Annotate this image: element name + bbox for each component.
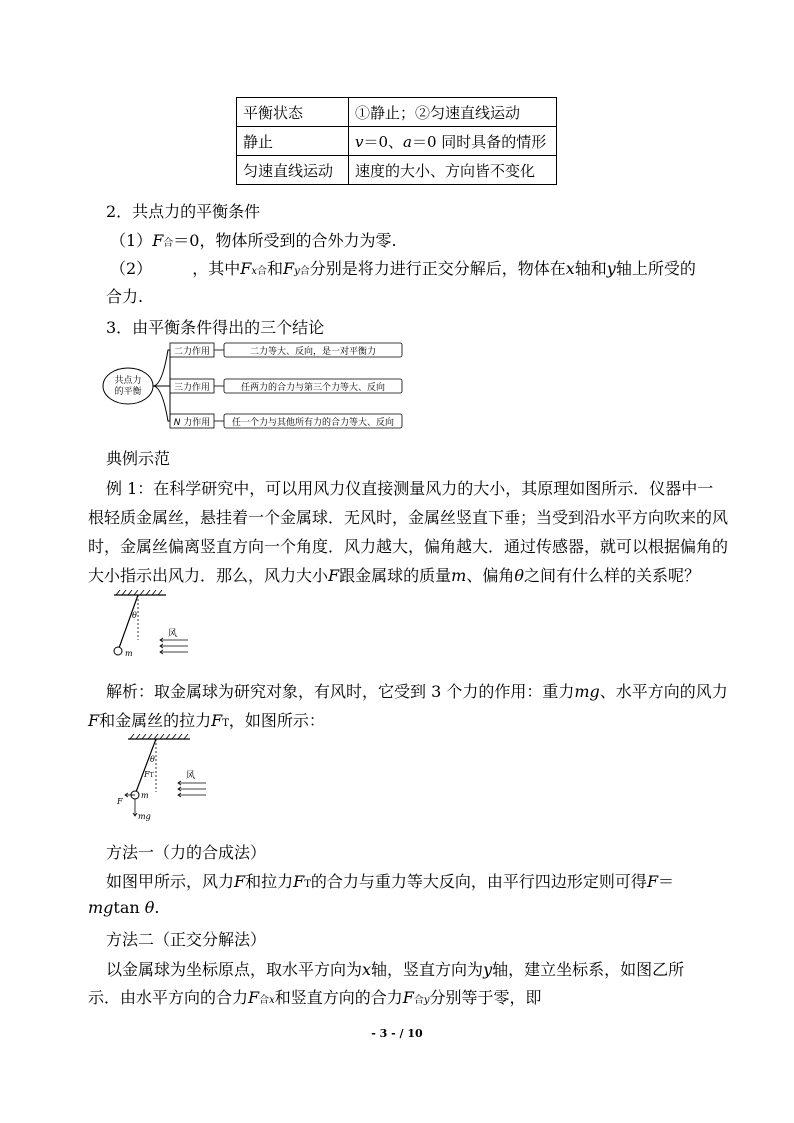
wind-arrows — [178, 781, 206, 797]
force-symbol: F — [248, 988, 260, 1007]
gravity-symbol: mg — [88, 898, 114, 917]
axis-symbol: y — [483, 960, 493, 979]
wind-label: 风 — [168, 629, 178, 639]
text: 之间有什么样的关系呢？ — [523, 566, 700, 585]
force-symbol: F — [646, 872, 659, 891]
example-heading: 典例示范 — [106, 449, 171, 468]
text: 如图甲所示，风力 — [106, 872, 235, 891]
table-text: ＝0 同时具备的情形 — [411, 132, 547, 151]
force-symbol: F — [88, 711, 100, 730]
text: 以金属球为坐标原点，取水平方向为 — [106, 960, 363, 979]
paragraph: 合力. — [106, 287, 144, 306]
text: 分别等于零，即 — [429, 988, 542, 1007]
subscript: 合 — [163, 238, 174, 249]
force-symbol: F — [240, 259, 252, 278]
paragraph-line — [88, 898, 160, 917]
axis-symbol: x — [565, 259, 575, 278]
subscript: y — [294, 266, 300, 277]
branch-label-3: N 力作用 — [173, 418, 211, 428]
ceiling-hatch — [116, 590, 162, 595]
force-symbol: F — [282, 259, 295, 278]
center-ellipse — [103, 368, 153, 404]
text: 和竖直方向的合力 — [274, 988, 403, 1007]
text: 轴，建立坐标系，如图乙所 — [492, 960, 685, 979]
wind-arrows — [160, 638, 188, 654]
subscript: T — [222, 718, 229, 729]
page-number: - 3 - / 10 — [371, 1027, 423, 1040]
text: 示．由水平方向的合力 — [88, 988, 249, 1007]
section-title: 2．共点力的平衡条件 — [106, 202, 261, 221]
mass-label: m — [141, 791, 149, 800]
text: 解析：取金属球为研究对象，有风时，它受到 3 个力的作用：重力 — [106, 682, 575, 701]
force-symbol: F — [152, 231, 164, 250]
subscript: y — [423, 995, 430, 1006]
text: 轴上所受的 — [615, 259, 696, 278]
acceleration-symbol: a — [403, 132, 412, 151]
table-cell — [349, 127, 557, 156]
paragraph-line — [106, 679, 728, 702]
text: 、偏角 — [466, 566, 515, 585]
text: ＝ — [658, 872, 675, 891]
force-symbol: F — [328, 566, 340, 585]
table-row — [237, 98, 557, 127]
text: 的合力与重力等大反向，由平行四边形定则可得 — [310, 872, 647, 891]
text: 和拉力 — [245, 872, 294, 891]
metal-ball — [114, 647, 122, 655]
text: 分别是将力进行正交分解后，物体在 — [309, 259, 566, 278]
table-text: ＝0、 — [363, 132, 404, 151]
paragraph — [110, 228, 397, 251]
paragraph-line — [88, 563, 700, 586]
subscript: x — [251, 266, 257, 277]
paragraph-line — [106, 957, 684, 980]
gravity-symbol: mg — [574, 682, 600, 701]
mass-symbol: m — [451, 566, 467, 585]
table-row — [237, 156, 557, 185]
text: . — [154, 898, 160, 917]
table-cell: 速度的大小、方向皆不变化 — [349, 156, 557, 185]
text: ，其中 — [192, 259, 241, 278]
wind-force-label: F — [117, 797, 123, 806]
table-cell: 匀速直线运动 — [237, 156, 349, 185]
text: 轴和 — [574, 259, 607, 278]
text: 跟金属球的质量 — [339, 566, 452, 585]
branch-result-3: 任一个力与其他所有力的合力等大、反向 — [231, 418, 395, 428]
wire-line — [119, 595, 138, 648]
branch-result-2: 任两力的合力与第三个力等大、反向 — [240, 383, 386, 393]
ceiling-hatch — [130, 734, 188, 739]
item-prefix: （2） — [110, 259, 153, 278]
tension-label: FT — [144, 770, 154, 779]
branch-label-2: 三力作用 — [173, 383, 211, 393]
tension-symbol: F — [211, 711, 223, 730]
branch-result-1: 二力等大、反向，是一对平衡力 — [249, 347, 377, 357]
paragraph-line — [88, 985, 542, 1008]
item-prefix: （1） — [110, 231, 153, 250]
branch-line-1 — [153, 350, 170, 386]
method-title: 方法一（力的合成法） — [106, 843, 267, 862]
table-row — [237, 127, 557, 156]
subscript: 合 — [259, 995, 270, 1006]
text: 、水平方向的风力 — [599, 682, 728, 701]
branch-label-1: 二力作用 — [173, 347, 211, 357]
text: ，如图所示： — [228, 711, 325, 730]
mass-label: m — [125, 649, 133, 658]
text: 和金属丝的拉力 — [99, 711, 212, 730]
subscript: 合 — [256, 266, 267, 277]
text: 大小指示出风力．那么，风力大小 — [88, 566, 329, 585]
paragraph-line: 根轻质金属丝，悬挂着一个金属球．无风时，金属丝竖直下垂；当受到沿水平方向吹来的风 — [88, 508, 729, 527]
table-cell: 平衡状态 — [237, 98, 349, 127]
paragraph-line — [106, 869, 674, 892]
paragraph — [110, 256, 696, 279]
axis-symbol: y — [606, 259, 616, 278]
subscript: T — [304, 879, 311, 890]
center-label-2: 的平衡 — [114, 387, 142, 397]
subscript: x — [269, 995, 275, 1006]
wind-label: 风 — [186, 771, 196, 781]
velocity-symbol: v — [355, 132, 364, 151]
paragraph-line — [88, 708, 325, 731]
branch-line-3 — [153, 386, 170, 421]
equilibrium-state-table — [236, 97, 557, 185]
paragraph-line: 时，金属丝偏离竖直方向一个角度．风力越大，偏角越大．通过传感器，就可以根据偏角的 — [88, 537, 729, 556]
angle-symbol: θ — [514, 566, 524, 585]
axis-symbol: x — [362, 960, 372, 979]
tension-symbol: F — [293, 872, 305, 891]
text: tan — [113, 898, 145, 917]
text: 和 — [266, 259, 283, 278]
table-cell: ①静止；②匀速直线运动 — [349, 98, 557, 127]
paragraph-line: 例 1：在科学研究中，可以用风力仪直接测量风力的大小，其原理如图所示．仪器中一 — [106, 479, 714, 498]
subscript: 合 — [299, 266, 310, 277]
gravity-label: mg — [138, 812, 151, 821]
section-title: 3．由平衡条件得出的三个结论 — [106, 318, 325, 337]
theta-label: θ — [150, 755, 155, 764]
table-cell: 静止 — [237, 127, 349, 156]
text: ＝0，物体所受到的合外力为零. — [173, 231, 397, 250]
force-symbol: F — [234, 872, 246, 891]
subscript: 合 — [413, 995, 424, 1006]
text: 轴，竖直方向为 — [371, 960, 484, 979]
angle-symbol: θ — [144, 898, 155, 917]
wire-line — [136, 739, 156, 792]
wind-meter-figure — [108, 590, 208, 662]
force-symbol: F — [402, 988, 414, 1007]
method-title: 方法二（正交分解法） — [106, 930, 267, 949]
force-analysis-figure — [114, 734, 218, 824]
conclusions-diagram — [100, 336, 410, 432]
center-label-1: 共点力 — [114, 376, 142, 386]
theta-label: θ — [132, 611, 137, 620]
